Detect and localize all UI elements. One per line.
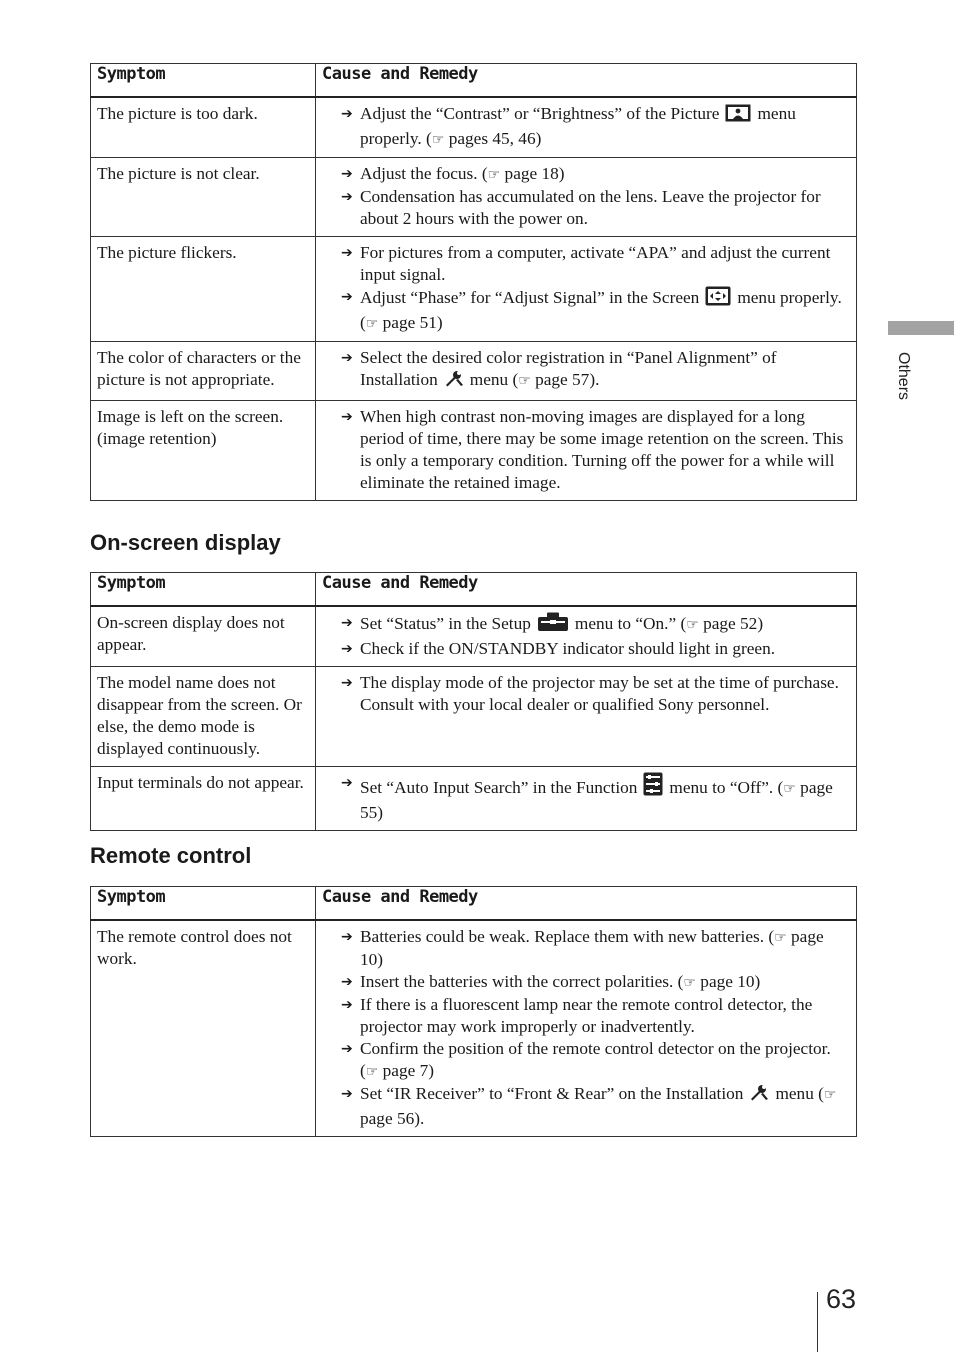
side-tab-label: Others <box>895 352 912 401</box>
table-row <box>91 237 857 342</box>
remedy-list <box>322 926 850 1130</box>
arrow-icon: ➔ <box>341 615 353 631</box>
arrow-icon: ➔ <box>341 189 353 205</box>
remedy-text: Set “Auto Input Search” in the Function <box>360 778 638 797</box>
arrow-icon: ➔ <box>341 1041 353 1057</box>
remedy-text: Condensation has accumulated on the lens. Leave the projector for about 2 hours with the power on. <box>360 187 821 228</box>
remedy-text: For pictures from a computer, activate “APA” and adjust the current input signal. <box>360 243 831 284</box>
remedy-item <box>341 1038 850 1083</box>
wrench-icon <box>444 370 464 394</box>
cause-header: Cause and Remedy <box>316 887 857 921</box>
remedy-item <box>341 286 850 335</box>
remedy-item <box>341 926 850 971</box>
page-reference: page 56). <box>360 1109 425 1128</box>
remedy-text-after-icon: menu to “On.” ( <box>574 614 687 633</box>
remedy-text: Insert the batteries with the correct polarities. ( <box>360 972 684 991</box>
table-row <box>91 342 857 401</box>
troubleshooting-table-onscreen <box>90 572 857 831</box>
setup-menu-icon <box>537 612 569 638</box>
troubleshooting-table-picture <box>90 63 857 501</box>
remedy-item <box>341 347 850 394</box>
table-row <box>91 667 857 767</box>
remedy-list <box>322 103 850 151</box>
wrench-icon <box>749 1084 769 1108</box>
function-menu-icon <box>643 772 663 802</box>
page-reference-icon: ☞ <box>431 132 445 148</box>
table-row <box>91 606 857 667</box>
symptom-cell: The picture flickers. <box>91 237 316 342</box>
remedy-text: Adjust the focus. ( <box>360 164 488 183</box>
remedy-item <box>341 1083 850 1130</box>
remedy-text: If there is a fluorescent lamp near the remote control detector, the projector may work improperly or inadvertently. <box>360 995 813 1036</box>
remedy-cell <box>316 158 857 237</box>
arrow-icon: ➔ <box>341 289 353 305</box>
remedy-text: Batteries could be weak. Replace them with new batteries. ( <box>360 927 775 946</box>
remedy-text-after-icon: menu ( <box>775 1084 824 1103</box>
remedy-text-after-icon: menu to “Off”. ( <box>669 778 784 797</box>
page-reference: page 10) <box>695 972 761 991</box>
page-reference: page 18) <box>500 164 565 183</box>
arrow-icon: ➔ <box>341 245 353 261</box>
arrow-icon: ➔ <box>341 997 353 1013</box>
page-reference: page 55) <box>360 778 833 822</box>
remedy-text: Adjust “Phase” for “Adjust Signal” in the Screen <box>360 288 700 307</box>
arrow-icon: ➔ <box>341 929 353 945</box>
remedy-text: Set “Status” in the Setup <box>360 614 531 633</box>
remedy-text: Confirm the position of the remote control detector on the projector. ( <box>360 1039 831 1080</box>
arrow-icon: ➔ <box>341 675 353 691</box>
troubleshooting-table-remote <box>90 886 857 1137</box>
page-reference-icon: ☞ <box>487 167 501 183</box>
symptom-cell: Input terminals do not appear. <box>91 767 316 831</box>
cause-header: Cause and Remedy <box>316 573 857 607</box>
arrow-icon: ➔ <box>341 350 353 366</box>
remedy-item <box>341 772 850 824</box>
remedy-cell <box>316 237 857 342</box>
page-reference-icon: ☞ <box>783 781 796 797</box>
table-row <box>91 401 857 501</box>
page-number-divider <box>817 1292 818 1352</box>
remedy-text-after-icon: menu properly. ( <box>360 104 796 148</box>
symptom-header: Symptom <box>91 64 316 98</box>
page-reference: page 52) <box>698 614 764 633</box>
screen-menu-icon <box>705 286 731 312</box>
page-reference-icon: ☞ <box>774 930 787 946</box>
remedy-cell <box>316 767 857 831</box>
remedy-text-after-icon: menu ( <box>469 370 519 389</box>
page-reference: page 57). <box>530 370 600 389</box>
symptom-cell: The picture is too dark. <box>91 97 316 158</box>
page-reference: page 7) <box>378 1061 434 1080</box>
remedy-list <box>322 347 850 394</box>
remedy-item <box>341 186 850 230</box>
remedy-list <box>322 242 850 335</box>
page-number: 63 <box>826 1284 857 1314</box>
page-reference-icon: ☞ <box>683 975 696 991</box>
remedy-cell <box>316 97 857 158</box>
remedy-item <box>341 242 850 286</box>
table-row <box>91 97 857 158</box>
remedy-list <box>322 772 850 824</box>
picture-menu-icon <box>725 104 751 128</box>
arrow-icon: ➔ <box>341 166 353 182</box>
remedy-cell <box>316 920 857 1137</box>
remedy-list <box>322 163 850 230</box>
remedy-item <box>341 163 850 186</box>
remedy-cell <box>316 401 857 501</box>
section-title-onscreen-display: On-screen display <box>90 530 281 555</box>
remedy-text: When high contrast non-moving images are displayed for a long period of time, there may be some image retention on the screen. This is only a temporary condition. Turning off the power for a while will eliminate the retained image. <box>360 407 844 492</box>
remedy-item <box>341 971 850 994</box>
table-row <box>91 920 857 1137</box>
remedy-list <box>322 672 850 716</box>
remedy-text: Select the desired color registration in “Panel Alignment” of Installation <box>360 348 777 389</box>
remedy-text-after-icon: menu properly. ( <box>360 288 842 332</box>
page-reference-icon: ☞ <box>365 316 379 332</box>
page-reference: page 10) <box>360 927 824 969</box>
symptom-cell: On-screen display does not appear. <box>91 606 316 667</box>
page-reference-icon: ☞ <box>365 1064 379 1080</box>
symptom-cell: The picture is not clear. <box>91 158 316 237</box>
symptom-cell: The model name does not disappear from the screen. Or else, the demo mode is displayed continuously. <box>91 667 316 767</box>
symptom-header: Symptom <box>91 887 316 921</box>
remedy-list <box>322 612 850 660</box>
page-reference: page 51) <box>378 313 443 332</box>
symptom-cell: The remote control does not work. <box>91 920 316 1137</box>
remedy-item <box>341 994 850 1038</box>
symptom-header: Symptom <box>91 573 316 607</box>
page-reference: pages 45, 46) <box>444 129 542 148</box>
remedy-item <box>341 672 850 716</box>
remedy-item <box>341 612 850 638</box>
remedy-text: Set “IR Receiver” to “Front & Rear” on the Installation <box>360 1084 744 1103</box>
arrow-icon: ➔ <box>341 641 353 657</box>
arrow-icon: ➔ <box>341 775 353 791</box>
page-reference-icon: ☞ <box>823 1087 837 1103</box>
table-row <box>91 158 857 237</box>
table-row <box>91 767 857 831</box>
remedy-cell <box>316 606 857 667</box>
arrow-icon: ➔ <box>341 409 353 425</box>
remedy-text: Adjust the “Contrast” or “Brightness” of the Picture <box>360 104 720 123</box>
remedy-text: Check if the ON/STANDBY indicator should light in green. <box>360 639 776 658</box>
remedy-list <box>322 406 850 494</box>
remedy-item <box>341 406 850 494</box>
remedy-item <box>341 638 850 660</box>
arrow-icon: ➔ <box>341 106 353 122</box>
remedy-item <box>341 103 850 151</box>
remedy-cell <box>316 342 857 401</box>
symptom-cell: Image is left on the screen. (image retention) <box>91 401 316 501</box>
arrow-icon: ➔ <box>341 974 353 990</box>
cause-header: Cause and Remedy <box>316 64 857 98</box>
remedy-text: The display mode of the projector may be set at the time of purchase. Consult with your local dealer or qualified Sony personnel. <box>360 673 839 714</box>
page-reference-icon: ☞ <box>686 617 699 633</box>
section-title-remote-control: Remote control <box>90 843 252 868</box>
side-tab-marker <box>888 321 954 335</box>
arrow-icon: ➔ <box>341 1086 353 1102</box>
page-reference-icon: ☞ <box>518 373 531 389</box>
remedy-cell <box>316 667 857 767</box>
symptom-cell: The color of characters or the picture is not appropriate. <box>91 342 316 401</box>
